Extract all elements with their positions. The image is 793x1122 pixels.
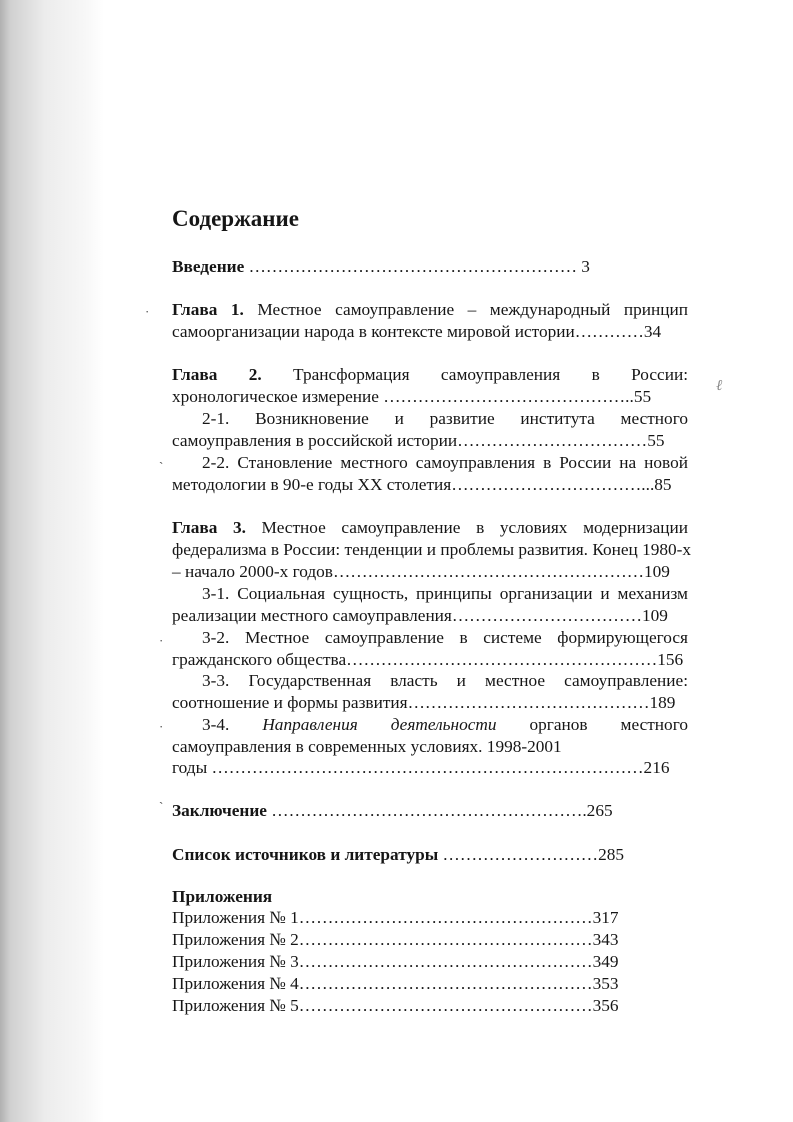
section-number: 3-4. bbox=[202, 715, 230, 734]
toc-entry-chapter-1 bbox=[172, 299, 688, 321]
toc-entry-label: Введение bbox=[172, 257, 245, 276]
section-title-italic: Направления деятельности bbox=[262, 715, 497, 734]
appendices-heading: Приложения bbox=[172, 887, 273, 906]
toc-entry-line: самоуправления в современных условиях. 1998-2001 bbox=[172, 737, 562, 756]
scan-edge-shadow bbox=[0, 0, 104, 1122]
toc-entry-appendix: Приложения № 4……………………………………………353 bbox=[172, 974, 619, 993]
scan-mark: · bbox=[159, 719, 164, 734]
toc-entry-line: федерализма в России: тенденции и проблемы развития. Конец 1980-х bbox=[172, 540, 692, 559]
scan-mark: · bbox=[145, 304, 150, 319]
toc-entry-chapter-2 bbox=[172, 364, 688, 386]
chapter-label: Глава 2. bbox=[172, 365, 262, 384]
scan-mark: ˋ bbox=[159, 459, 164, 474]
toc-entry-line: – начало 2000-х годов………………………………………………109 bbox=[172, 562, 670, 581]
toc-entry-appendix: Приложения № 1……………………………………………317 bbox=[172, 908, 619, 927]
toc-entry-appendix: Приложения № 2……………………………………………343 bbox=[172, 930, 619, 949]
toc-entry-line: самоорганизации народа в контексте мировой истории…………34 bbox=[172, 322, 662, 341]
chapter-title: Трансформация самоуправления в России: bbox=[261, 365, 688, 384]
toc-entry-line: соотношение и формы развития……………………………………189 bbox=[172, 693, 676, 712]
chapter-label: Глава 1. bbox=[172, 300, 244, 319]
toc-entry-conclusion bbox=[172, 800, 688, 822]
toc-entry-label: Список источников и литературы bbox=[172, 845, 439, 864]
toc-leader: ………………………………………………… bbox=[244, 257, 577, 276]
toc-entry-line: хронологическое измерение ……………………………………..55 bbox=[172, 387, 652, 406]
toc-entry-section-2-2: 2-2. Становление местного самоуправления в России на новой bbox=[202, 453, 688, 472]
toc-leader: ……………………………………………….265 bbox=[266, 801, 613, 820]
toc-entry-line: годы …………………………………………………………………216 bbox=[172, 758, 670, 777]
toc-entry-line: методологии в 90-е годы XX столетия……………………………...85 bbox=[172, 475, 672, 494]
toc-entry-line: реализации местного самоуправления……………………………109 bbox=[172, 606, 668, 625]
toc-entry-section-3-4 bbox=[202, 714, 688, 736]
section-title: органов местного bbox=[529, 715, 688, 734]
toc-entry-chapter-3 bbox=[172, 517, 688, 539]
toc-entry-appendix: Приложения № 5……………………………………………356 bbox=[172, 996, 619, 1015]
margin-scribble: ℓ bbox=[716, 378, 723, 394]
toc-entry-section-3-2: 3-2. Местное самоуправление в системе формирующегося bbox=[202, 628, 688, 647]
scan-mark: · bbox=[159, 633, 164, 648]
toc-entry-line: самоуправления в российской истории……………………………55 bbox=[172, 431, 665, 450]
toc-entry-appendix: Приложения № 3……………………………………………349 bbox=[172, 952, 619, 971]
scan-mark: ˋ bbox=[159, 799, 164, 814]
toc-entry-section-2-1: 2-1. Возникновение и развитие института местного bbox=[202, 409, 688, 428]
toc-entry-line: гражданского общества………………………………………………156 bbox=[172, 650, 684, 669]
chapter-label: Глава 3. bbox=[172, 518, 246, 537]
page-title: Содержание bbox=[172, 206, 299, 231]
toc-entry-section-3-1: 3-1. Социальная сущность, принципы организации и механизм bbox=[202, 584, 688, 603]
chapter-title: Местное самоуправление в условиях модернизации bbox=[245, 518, 688, 537]
chapter-title: Местное самоуправление – международный принцип bbox=[243, 300, 688, 319]
toc-entry-sources bbox=[172, 844, 688, 866]
toc-entry-label: Заключение bbox=[172, 801, 267, 820]
toc-page-number: 3 bbox=[576, 257, 590, 276]
toc-entry-section-3-3: 3-3. Государственная власть и местное самоуправление: bbox=[202, 671, 688, 690]
toc-leader: ………………………285 bbox=[438, 845, 624, 864]
toc-entry-intro bbox=[172, 256, 688, 278]
